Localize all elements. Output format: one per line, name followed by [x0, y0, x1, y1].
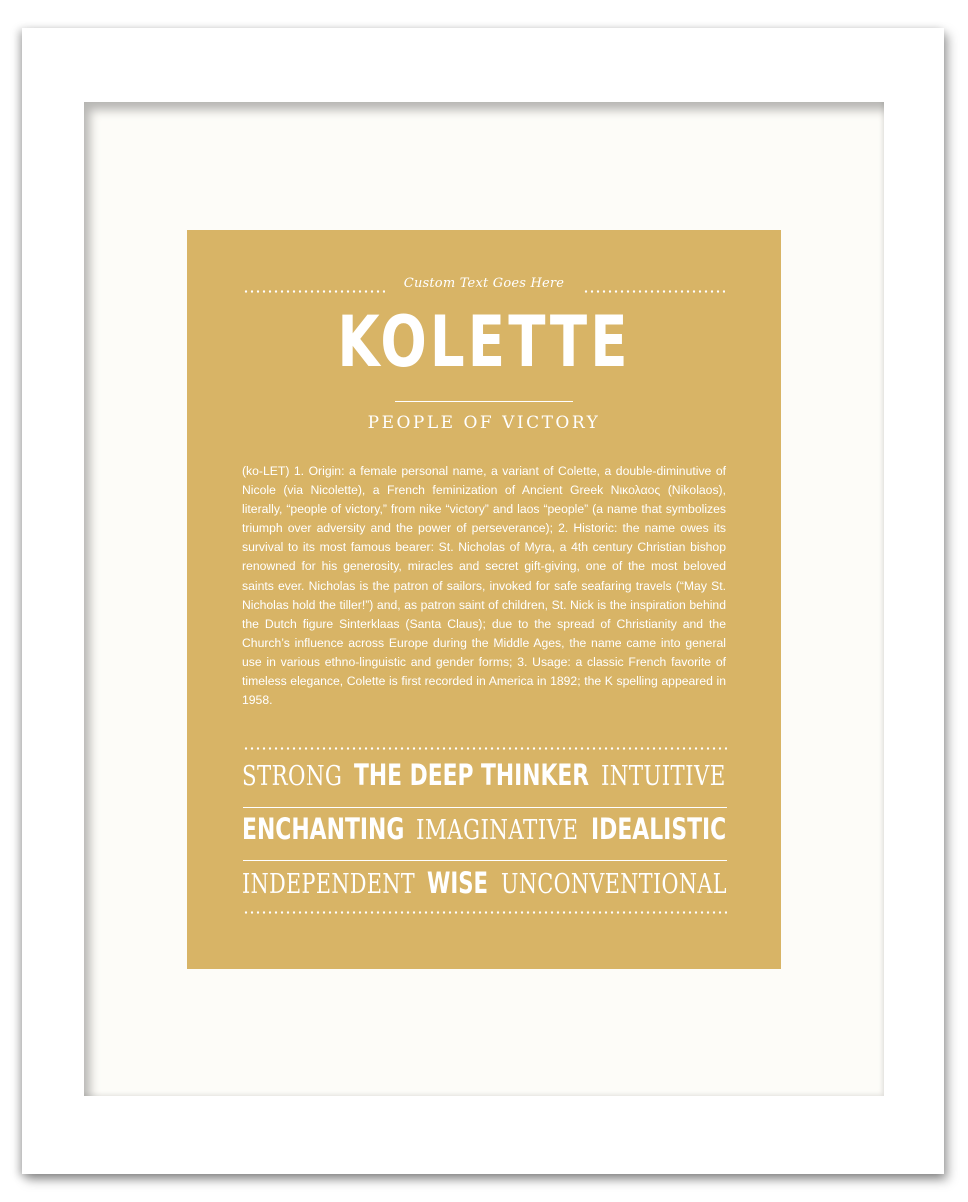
trait-word: IDEALISTIC: [590, 812, 726, 846]
custom-text: Custom Text Goes Here: [403, 276, 565, 291]
trait-word: WISE: [426, 866, 488, 900]
dotted-divider-right: [583, 290, 725, 293]
name-underline: [395, 401, 573, 402]
trait-row-2: [242, 812, 726, 858]
trait-word: INTUITIVE: [601, 761, 726, 792]
trait-divider: [243, 807, 727, 808]
trait-divider: [243, 860, 727, 861]
name-meaning: PEOPLE OF VICTORY: [367, 413, 601, 433]
trait-word: STRONG: [242, 761, 343, 792]
trait-word: UNCONVENTIONAL: [500, 869, 727, 900]
dotted-divider-left: [243, 290, 385, 293]
name-print: [187, 230, 781, 969]
dotted-divider-top: [243, 747, 727, 750]
trait-word: INDEPENDENT: [242, 869, 416, 900]
trait-row-3: [242, 866, 726, 912]
trait-word: IMAGINATIVE: [416, 815, 579, 846]
trait-word: ENCHANTING: [242, 812, 405, 846]
trait-word: THE DEEP THINKER: [354, 758, 590, 792]
trait-row-1: [242, 758, 726, 804]
dotted-divider-bottom: [243, 911, 727, 914]
name-title: KOLETTE: [337, 301, 631, 383]
definition-text: (ko-LET) 1. Origin: a female personal name, a variant of Colette, a double-diminutive of Nicole (via Nicolette), a French feminization of Ancient Greek Νικολαος (Nikolaos), literally, “people of victory,” from nike “victory” and laos “people” (a name that symbolizes triumph over adversity and the power of perseverance); 2. Historic: the name owes its survival to its most famous bearer: St. Nicholas of Myra, a 4th century Christian bishop renowned for his generosity, miracles and secret gift-giving, one of the most beloved saints ever. Nicholas is the patron of sailors, invoked for safe seafaring travels (“May St. Nicholas hold the tiller!”) and, as patron saint of children, St. Nick is the inspiration behind the Dutch figure Sinterklaas (Santa Claus); due to the spread of Christianity and the Church’s influence across Europe during the Middle Ages, the name came into general use in various ethno-linguistic and gender forms; 3. Usage: a classic French favorite of timeless elegance, Colette is first recorded in America in 1892; the K spelling appeared in 1958.: [242, 464, 726, 708]
name-definition: [242, 462, 726, 710]
